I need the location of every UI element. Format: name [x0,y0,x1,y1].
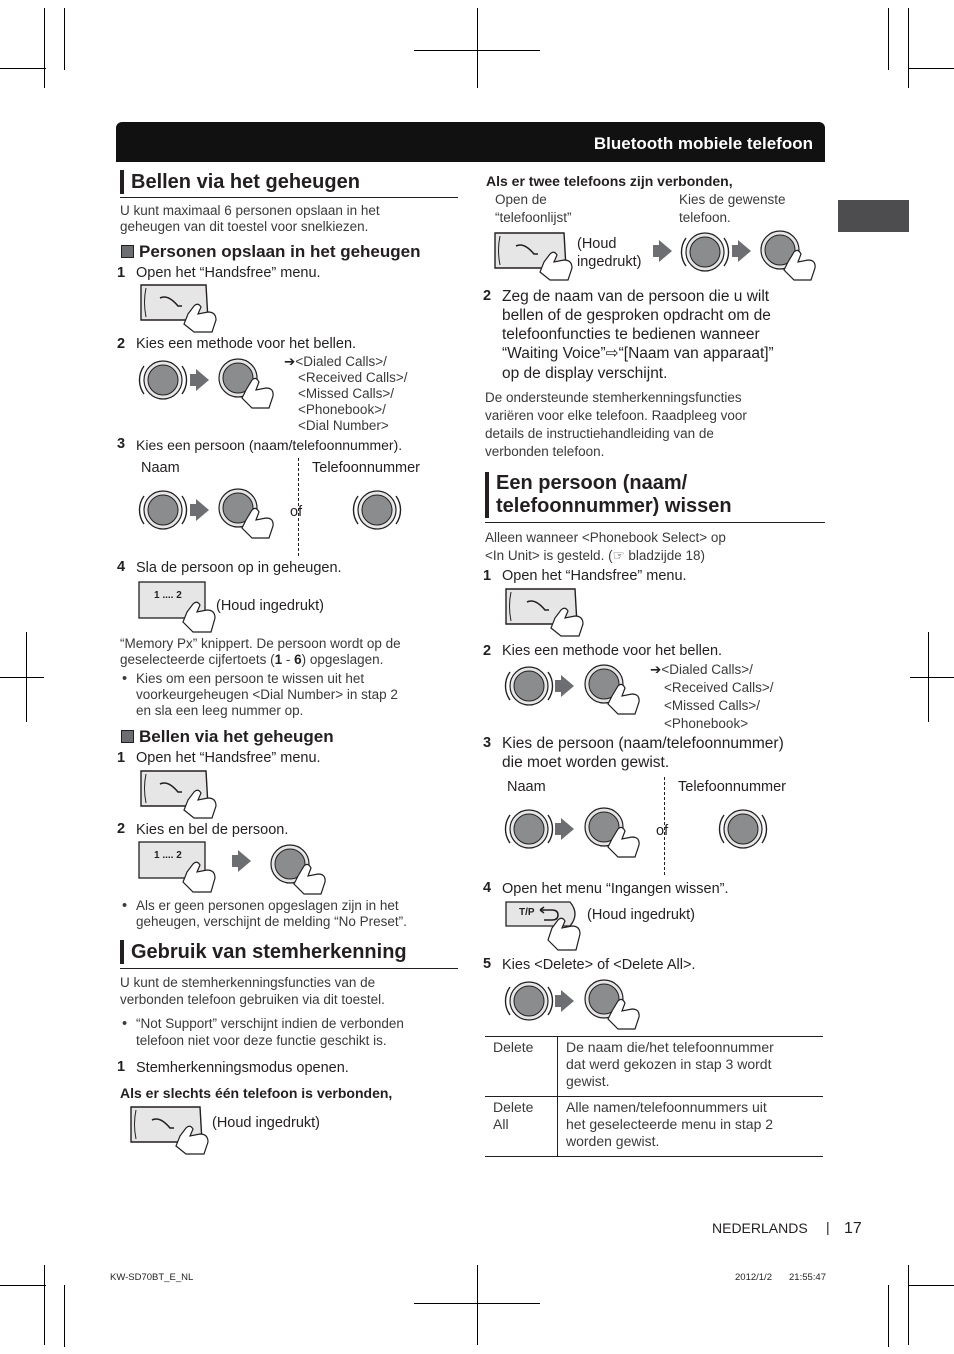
step-number: 5 [483,956,492,972]
control-knob-rotate-icon[interactable] [500,975,558,1029]
notsupport-line: telefoon niet voor deze functie geschikt is. [136,1033,387,1048]
crop-mark [908,8,909,88]
option-line: <Phonebook> [664,716,749,731]
crop-mark [477,1265,478,1345]
step-text: bellen of de gesproken opdracht om de [502,307,771,324]
subheading-text: Bellen via het geheugen [139,727,334,746]
two-phones-label: Als er twee telefoons zijn verbonden, [486,173,733,189]
footer-date: 2012/1/2 [735,1272,772,1283]
cell-text: All [493,1116,509,1132]
step-text: Open het “Handsfree” menu. [502,568,687,584]
option-line [284,354,387,371]
alleen-note: <In Unit> is gesteld. (☞ bladzijde 18) [485,548,705,563]
step-text: Kies de persoon (naam/telefoonnummer) [502,735,784,752]
table-row [485,1097,823,1157]
crop-mark [64,1285,65,1347]
control-knob-press-icon[interactable] [578,803,642,859]
bullet-icon: • [122,671,128,687]
table-row [485,1037,823,1097]
label-telefoonnummer: Telefoonnummer [312,460,420,476]
label-of: of [656,823,669,839]
crop-mark [44,8,45,88]
crop-mark [888,1285,889,1347]
crop-mark [64,8,65,70]
caption-kies: Kies de gewenste [679,192,786,207]
step-text: Kies een persoon (naam/telefoonnummer). [136,437,403,453]
section-header-bar [116,122,825,162]
handsfree-button-icon[interactable] [492,230,578,282]
step-number: 3 [117,436,126,452]
control-knob-rotate-icon[interactable] [714,803,772,857]
arrow-right-icon [561,818,574,840]
control-knob-press-icon[interactable] [264,840,328,896]
crop-mark [0,68,46,69]
caption-open: “telefoonlijst” [495,210,572,225]
crop-mark [908,1285,954,1286]
handsfree-button-icon[interactable] [128,1104,214,1156]
control-knob-rotate-icon[interactable] [676,226,734,280]
cell-text: De naam die/het telefoonnummer [566,1039,774,1055]
heading-bellen-geheugen: Bellen via het geheugen [120,170,360,194]
step-text: Open het “Handsfree” menu. [136,750,321,766]
support-note: details de instructiehandleiding van de [485,426,714,441]
support-note: variëren voor elke telefoon. Raadpleeg voor [485,408,747,423]
tp-label: T/P [519,907,535,918]
option-line [650,662,753,679]
tip-line: voorkeurgeheugen <Dial Number> in stap 2 [136,687,398,702]
option-line: <Received Calls>/ [664,680,774,695]
step-text: telefoonfuncties te bedienen wanneer [502,326,760,343]
step-text: die moet worden gewist. [502,754,670,771]
handsfree-button-icon[interactable] [138,768,220,820]
heading-line: Een persoon (naam/ [496,472,688,494]
keypad-label: 1 .... 2 [154,590,182,601]
arrow-right-icon [561,675,574,697]
step-text: Open het “Handsfree” menu. [136,265,321,281]
caption-open: Open de [495,192,547,207]
support-note: De ondersteunde stemherkenningsfuncties [485,390,742,405]
cell-text: gewist. [566,1073,610,1089]
step-text: Kies een methode voor het bellen. [502,643,723,659]
step-number: 2 [483,643,492,659]
heading-wissen [485,472,732,518]
step-text: Zeg de naam van de persoon die u wilt [502,288,770,305]
one-phone-label: Als er slechts één telefoon is verbonden, [120,1085,393,1101]
nopreset-line: geheugen, verschijnt de melding “No Preset”. [136,914,407,929]
subheading-opslaan [121,242,421,262]
step-text: op de display verschijnt. [502,365,668,382]
step-number: 1 [117,1059,126,1075]
control-knob-press-icon[interactable] [578,975,642,1031]
control-knob-rotate-icon[interactable] [134,484,192,538]
control-knob-rotate-icon[interactable] [134,354,192,408]
heading-rule [120,968,458,969]
hold-label: ingedrukt) [577,254,642,270]
crop-mark [888,8,889,70]
delete-options-table [485,1036,823,1157]
cell-text: Delete [493,1099,534,1115]
step-text: Sla de persoon op in geheugen. [136,560,342,576]
table-value-cell [558,1097,824,1157]
step-number: 1 [117,750,126,766]
bold-key: 1 [274,652,283,667]
step-number: 4 [117,559,126,575]
crop-mark [26,632,27,722]
hold-label: (Houd ingedrukt) [212,1115,320,1131]
subheading-bellen [121,727,334,747]
control-knob-press-icon[interactable] [212,354,276,410]
nopreset-line: Als er geen personen opgeslagen zijn in het [136,898,399,913]
crop-mark [908,1265,909,1345]
step-number: 2 [117,821,126,837]
control-knob-rotate-icon[interactable] [348,484,406,538]
cell-text: Delete [493,1039,534,1055]
cell-text: dat werd gekozen in stap 3 wordt [566,1056,772,1072]
hold-label: (Houd ingedrukt) [587,907,695,923]
footer-filename: KW-SD70BT_E_NL [110,1272,194,1283]
heading-line: telefoonnummer) wissen [496,495,732,517]
step-number: 3 [483,735,492,751]
tip-line: Kies om een persoon te wissen uit het [136,671,365,686]
keypad-label: 1 .... 2 [154,850,182,861]
crop-mark [0,677,44,678]
hold-label: (Houd [577,236,617,252]
memory-note: geselecteerde cijfertoets (1 - 6) opgeslagen. [120,652,384,667]
language-tab [838,200,909,232]
crop-mark [908,68,954,69]
crop-mark [477,8,478,88]
number-keys-icon[interactable] [137,580,217,634]
support-note: verbonden telefoon. [485,444,605,459]
arrow-right-icon [738,240,751,262]
control-knob-press-icon[interactable] [578,660,642,716]
crop-mark [928,632,929,722]
page-number: 17 [844,1220,862,1237]
step-number: 1 [117,265,126,281]
option-text: <Dialed Calls>/ [661,662,753,677]
subheading-text: Personen opslaan in het geheugen [139,242,421,261]
arrow-right-icon [238,850,251,872]
step-text: Stemherkenningsmodus openen. [136,1060,349,1076]
arrow-right-icon [659,240,672,262]
section-title: Bluetooth mobiele telefoon [593,134,813,153]
option-text: <Dialed Calls>/ [295,354,387,369]
label-naam: Naam [141,460,180,476]
intro-line: U kunt maximaal 6 personen opslaan in het [120,203,380,218]
alleen-note: Alleen wanneer <Phonebook Select> op [485,530,726,545]
arrow-right-icon [196,499,209,521]
crop-mark [0,1285,46,1286]
table-value-cell [558,1037,824,1097]
option-line: <Phonebook>/ [298,402,386,417]
label-telefoonnummer: Telefoonnummer [678,779,786,795]
tip-line: en sla een leeg nummer op. [136,703,304,718]
step-text: Kies een methode voor het bellen. [136,336,357,352]
right-arrow-icon: ➔ [284,354,296,369]
label-naam: Naam [507,779,546,795]
footer-time: 21:55:47 [789,1272,826,1283]
control-knob-press-icon[interactable] [754,226,818,282]
step-text: Open het menu “Ingangen wissen”. [502,881,729,897]
step-text: “Waiting Voice”⇨“[Naam van apparaat]” [502,345,774,362]
cell-text: worden gewist. [566,1133,660,1149]
control-knob-rotate-icon[interactable] [500,803,558,857]
step-number: 1 [483,568,492,584]
heading-rule [120,197,458,198]
option-line: <Received Calls>/ [298,370,408,385]
right-arrow-icon: ➔ [650,662,662,677]
tp-button-icon[interactable] [504,898,586,952]
hold-label: (Houd ingedrukt) [216,598,324,614]
footer-language: NEDERLANDS [712,1220,808,1236]
caption-kies: telefoon. [679,210,731,225]
arrow-right-icon [196,369,209,391]
square-icon [121,730,134,743]
stem-intro: U kunt de stemherkenningsfuncties van de [120,975,376,990]
option-line: <Missed Calls>/ [664,698,761,713]
stem-intro: verbonden telefoon gebruiken via dit toestel. [120,992,385,1007]
control-knob-press-icon[interactable] [212,484,276,540]
crop-mark [910,677,954,678]
step-number: 2 [483,288,492,304]
table-key-cell [485,1037,558,1097]
option-line: <Dial Number> [298,418,389,433]
bullet-icon: • [122,898,128,914]
handsfree-button-icon[interactable] [138,282,220,334]
bullet-icon: • [122,1016,128,1032]
step-text: Kies en bel de persoon. [136,822,289,838]
table-key-cell [485,1097,558,1157]
bold-key: 6 [294,652,302,667]
arrow-right-icon [561,990,574,1012]
step-number: 4 [483,880,492,896]
heading-stemherkenning: Gebruik van stemherkenning [120,940,407,964]
footer-separator: | [826,1219,830,1235]
heading-rule [485,522,825,523]
step-number: 2 [117,336,126,352]
notsupport-line: “Not Support” verschijnt indien de verbonden [136,1016,404,1031]
control-knob-rotate-icon[interactable] [500,660,558,714]
option-line: <Missed Calls>/ [298,386,395,401]
label-of: of [290,504,303,520]
square-icon [121,245,134,258]
cell-text: het geselecteerde menu in stap 2 [566,1116,774,1132]
memory-note: “Memory Px” knippert. De persoon wordt op de [120,636,401,651]
number-keys-icon[interactable] [137,840,217,894]
step-text: Kies <Delete> of <Delete All>. [502,957,696,973]
handsfree-button-icon[interactable] [503,586,589,638]
crop-mark [44,1265,45,1345]
cell-text: Alle namen/telefoonnummers uit [566,1099,767,1115]
intro-line: geheugen van dit toestel voor snelkiezen. [120,219,369,234]
